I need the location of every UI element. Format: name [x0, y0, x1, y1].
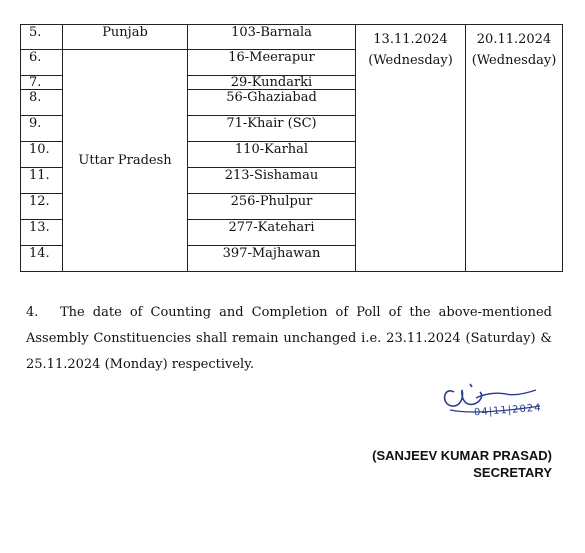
constituency-name: 277-Katehari: [188, 220, 356, 246]
serial-number: 10.: [21, 142, 63, 168]
signature-icon: [440, 376, 550, 426]
poll-date: 13.11.2024: [373, 32, 448, 47]
constituency-name: 71-Khair (SC): [188, 116, 356, 142]
signature-date: 04|11|2024: [473, 402, 542, 419]
constituency-table: [20, 24, 563, 272]
constituency-name: 110-Karhal: [188, 142, 356, 168]
new-poll-day: (Wednesday): [471, 53, 557, 68]
constituency-name: 397-Majhawan: [188, 246, 356, 272]
poll-date-cell: [356, 25, 466, 272]
serial-number: 5.: [21, 25, 63, 50]
serial-number: 12.: [21, 194, 63, 220]
paragraph-number: 4.: [26, 305, 39, 320]
constituency-name: 16-Meerapur: [188, 50, 356, 76]
serial-number: 8.: [21, 90, 63, 116]
serial-number: 6.: [21, 50, 63, 76]
paragraph-4: [26, 300, 552, 378]
constituency-name: 213-Sishamau: [188, 168, 356, 194]
serial-number: 14.: [21, 246, 63, 272]
poll-day: (Wednesday): [368, 53, 453, 68]
table-row: [21, 25, 563, 50]
constituency-name: 29-Kundarki: [188, 76, 356, 90]
state-name: Uttar Pradesh: [63, 50, 188, 272]
constituency-name: 56-Ghaziabad: [188, 90, 356, 116]
new-date-cell: [466, 25, 563, 272]
serial-number: 13.: [21, 220, 63, 246]
constituency-name: 103-Barnala: [188, 25, 356, 50]
signatory-name: (SANJEEV KUMAR PRASAD): [372, 448, 552, 463]
signoff-block: [372, 447, 552, 481]
constituency-name: 256-Phulpur: [188, 194, 356, 220]
paragraph-text: The date of Counting and Completion of Poll of the above-mentioned Assembly Constituencies shall remain unchanged i.e. 23.11.2024 (Saturday) & 25.11.2024 (Monday) respectively.: [26, 305, 552, 372]
serial-number: 7.: [21, 76, 63, 90]
serial-number: 11.: [21, 168, 63, 194]
signatory-designation: SECRETARY: [473, 465, 552, 480]
new-poll-date: 20.11.2024: [476, 32, 552, 47]
state-name: Punjab: [63, 25, 188, 50]
serial-number: 9.: [21, 116, 63, 142]
schedule-table: [20, 24, 563, 272]
